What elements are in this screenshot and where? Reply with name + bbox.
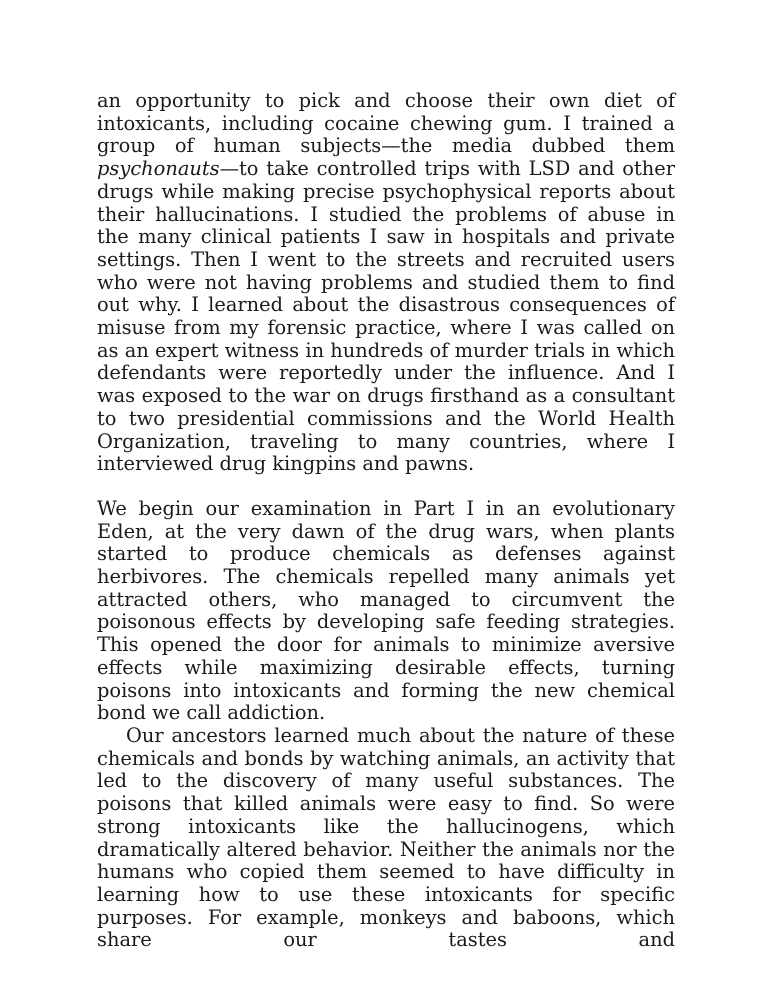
paragraph-part-one-intro: We begin our examination in Part I in an evolutionary Eden, at the very dawn of the drug wars, when plants started to produce chemicals as defenses against herbivores. The chemicals repelled many animals yet attracted others, who managed to circumvent the poisonous effects by developing safe feeding strategies. This opened the door for animals to minimize aversive effects while maximizing desirable effects, turning poisons into intoxicants and forming the new chemical bond we call addiction. bbox=[97, 496, 675, 725]
paragraph-ancestors: Our ancestors learned much about the nature of these chemicals and bonds by watching animals, an activity that led to the discovery of many useful substances. The poisons that killed animals were easy to find. So were strong intoxicants like the hallucinogens, which dramatically altered behavior. Neither the animals nor the humans who copied them seemed to have difficulty in learning how to use these intoxicants for specific purposes. For example, monkeys and baboons, which share our tastes and bbox=[97, 723, 675, 952]
book-page bbox=[97, 90, 675, 952]
paragraph-continued bbox=[97, 90, 675, 476]
paragraph-text-part-1: an opportunity to pick and choose their own diet of intoxicants, including cocaine chewing gum. I trained a group of human subjects—the media dubbed them bbox=[97, 89, 675, 158]
italic-term: psychonauts bbox=[97, 157, 220, 181]
paragraph-text-part-2: —to take controlled trips with LSD and other drugs while making precise psychophysical reports about their hallucinations. I studied the problems of abuse in the many clinical patients I saw in hospitals and private settings. Then I went to the streets and recruited users who were not having problems and studied them to find out why. I learned about the disastrous consequences of misuse from my forensic practice, where I was called on as an expert witness in hundreds of murder trials in which defendants were reportedly under the influence. And I was exposed to the war on drugs firsthand as a consultant to two presidential commissions and the World Health Organization, traveling to many countries, where I interviewed drug kingpins and pawns. bbox=[97, 157, 675, 476]
